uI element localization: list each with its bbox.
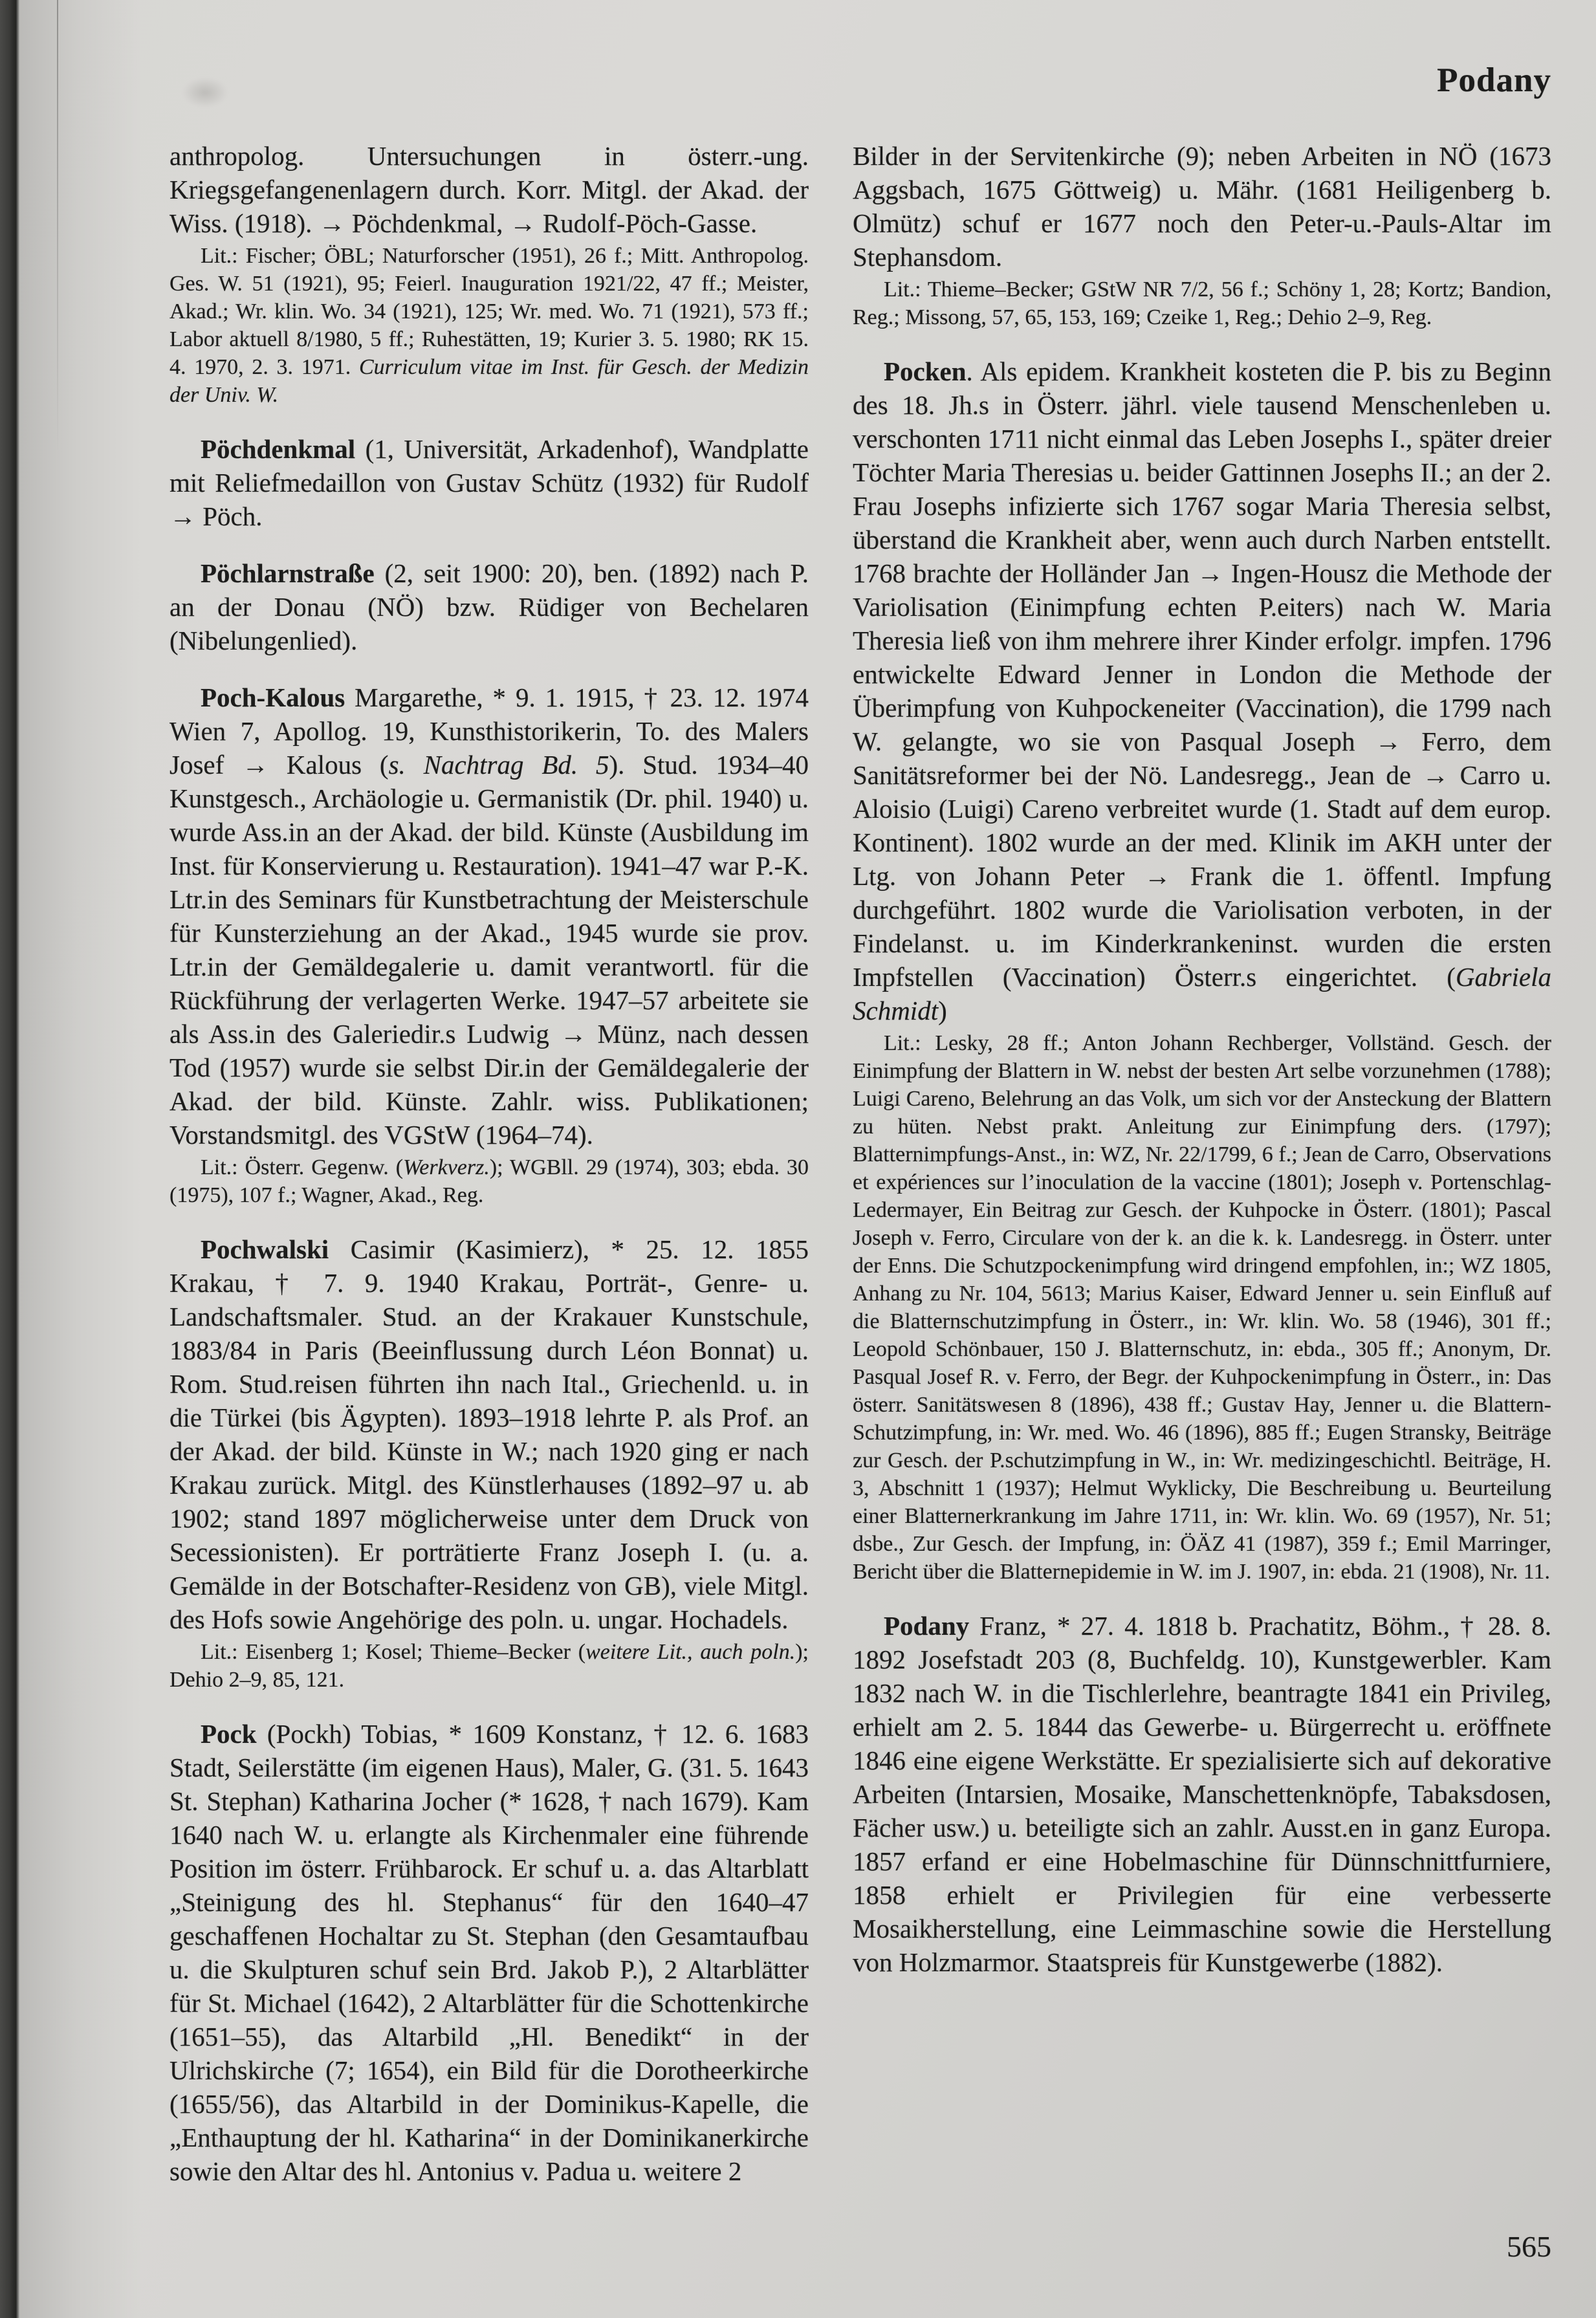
text-run: . Als epidem. Krankheit kosteten die P. bis zu Beginn des 18. Jh.s in Österr. jährl. viele tausend Menschenleben u. verschonten 1711 nicht einmal das Leben Josephs I., später dreier Töchter Maria Theresias u. beider Gattinnen Josephs II.; an der 2. Frau Josephs infizierte sich 1767 sogar Maria Theresia selbst, überstand die Krankheit aber, wenn auch durch Narben entstellt. 1768 brachte der Holländer Jan → Ingen-Housz die Methode der Variolisation (Einimpfung echten P.eiters) nach W. Maria Theresia ließ von ihm mehrere ihrer Kinder erfolgr. impfen. 1796 entwickelte Edward Jenner in London die Methode der Überimpfung von Kuhpockeneiter (Vaccination), die 1799 nach W. gelangte, wo sie von Pasqual Joseph → Ferro, dem Sanitätsreformer bei der Nö. Landesregg., Jean de → Carro u. Aloisio (Luigi) Careno verbreitet wurde (1. Stadt auf dem europ. Kontinent). 1802 wurde an der med. Klinik im AKH unter der Ltg. von Johann Peter → Frank die 1. öffentl. Impfung durchgeführt. 1802 wurde die Variolisation verboten, in der Findelanst. u. im Kinderkrankeninst. wurden die ersten Impfstellen (Vaccination) Österr.s eingerichtet. (	[853, 356, 1551, 992]
text-run: Bilder in der Servitenkirche (9); neben Arbeiten in NÖ (1673 Aggsbach, 1675 Göttweig) u. Mähr. (1681 Heiligenberg b. Olmütz) schuf er 1677 noch den Peter-u.-Pauls-Altar im Stephansdom.	[853, 141, 1551, 272]
italic-text: s. Nachtrag Bd. 5	[388, 750, 609, 780]
literature-paragraph	[169, 1154, 809, 1209]
scan-edge	[0, 0, 19, 2318]
scan-smudge	[182, 78, 228, 107]
scan-artifact-line	[57, 0, 58, 453]
text-run: anthropolog. Untersuchungen in österr.-ung. Kriegsgefangenenlagern durch. Korr. Mitgl. der Akad. der Wiss. (1918). → Pöchdenkmal, → Rudolf-Pöch-Gasse.	[169, 141, 809, 238]
entry-paragraph	[169, 1232, 809, 1636]
literature-paragraph	[853, 276, 1551, 331]
entry-paragraph	[169, 432, 809, 533]
text-run: Margarethe, * 9. 1. 1915, † 23. 12. 1974 Wien 7, Apollog. 19, Kunsthistorikerin, To. des Malers Josef → Kalous (	[169, 683, 809, 780]
text-run: (2, seit 1900: 20), ben. (1892) nach P. an der Donau (NÖ) bzw. Rüdiger von Bechelaren (Nibelungenlied).	[169, 558, 809, 655]
text-run: )	[938, 996, 947, 1025]
entry-paragraph	[853, 1609, 1551, 1979]
entry-paragraph	[169, 556, 809, 657]
text-run: Lit.: Fischer; ÖBL; Naturforscher (1951), 26 f.; Mitt. Anthropolog. Ges. W. 51 (1921), 95; Feierl. Inauguration 1921/22, 47 ff.; Meister, Akad.; Wr. klin. Wo. 34 (1921), 125; Wr. med. Wo. 71 (1921), 573 ff.; Labor aktuell 8/1980, 5 ff.; Ruhestätten, 19; Kurier 3. 5. 1980; RK 15. 4. 1970, 2. 3. 1971.	[169, 244, 809, 379]
text-run: ); Dehio 2–9, 85, 121.	[169, 1640, 809, 1692]
text-run: Lit.: Eisenberg 1; Kosel; Thieme–Becker (	[201, 1640, 586, 1664]
literature-paragraph	[853, 1029, 1551, 1586]
entry-lemma: Pock	[201, 1719, 257, 1749]
entry-lemma: Podany	[884, 1611, 970, 1641]
entry-lemma: Poch-Kalous	[201, 683, 345, 712]
text-run: (1, Universität, Arkadenhof), Wandplatte mit Reliefmedaillon von Gustav Schütz (1932) für Rudolf → Pöch.	[169, 434, 809, 531]
text-run: ). Stud. 1934–40 Kunstgesch., Archäologie u. Germanistik (Dr. phil. 1940) u. wurde Ass.in an der Akad. der bild. Künste (Ausbildung im Inst. für Konservierung u. Restauration). 1941–47 war P.-K. Ltr.in des Seminars für Kunstbetrachtung der Meisterschule für Kunsterziehung an der Akad., 1945 wurde sie prov. Ltr.in der Gemäldegalerie u. damit verantwortl. für die Rückführung der verlagerten Werke. 1947–57 arbeitete sie als Ass.in des Galeriedir.s Ludwig → Münz, nach dessen Tod (1957) wurde sie selbst Dir.in der Gemäldegalerie der Akad. der bild. Künste. Zahlr. wiss. Publikationen; Vorstandsmitgl. des VGStW (1964–74).	[169, 750, 809, 1150]
entry-paragraph	[169, 1717, 809, 2188]
entry-lemma: Pöchlarnstraße	[201, 558, 375, 588]
italic-text: Gabriela Schmidt	[853, 962, 1551, 1025]
text-run: Lit.: Österr. Gegenw. (	[201, 1155, 404, 1179]
text-run: (Pockh) Tobias, * 1609 Konstanz, † 12. 6. 1683 Stadt, Seilerstätte (im eigenen Haus), Maler, G. (31. 5. 1643 St. Stephan) Katharina Jocher (* 1628, † nach 1679). Kam 1640 nach W. u. erlangte als Kirchenmaler eine führende Position im österr. Frühbarock. Er schuf u. a. das Altarblatt „Steinigung des hl. Stephanus“ für den 1640–47 geschaffenen Hochaltar zu St. Stephan (den Gesamtaufbau u. die Skulpturen schuf sein Brd. Jakob P.), 2 Altarblätter für St. Michael (1642), 2 Altarblätter für die Schottenkirche (1651–55), das Altarbild „Hl. Benedikt“ in der Ulrichskirche (7; 1654), ein Bild für die Dorotheerkirche (1655/56), das Altarbild in der Dominikus-Kapelle, die „Enthauptung der hl. Katharina“ in der Dominikanerkirche sowie den Altar des hl. Antonius v. Padua u. weitere 2	[169, 1719, 809, 2186]
page-number: 565	[1507, 2230, 1551, 2263]
text-run: Casimir (Kasimierz), * 25. 12. 1855 Krakau, † 7. 9. 1940 Krakau, Porträt-, Genre- u. Landschaftsmaler. Stud. an der Krakauer Kunstschule, 1883/84 in Paris (Beeinflussung durch Léon Bonnat) u. Rom. Stud.reisen führten ihn nach Ital., Griechenld. u. in die Türkei (bis Ägypten). 1893–1918 lehrte P. als Prof. an der Akad. der bild. Künste in W.; nach 1920 ging er nach Krakau zurück. Mitgl. des Künstlerhauses (1892–97 u. ab 1902; stand 1897 möglicherweise unter dem Druck von Secessionisten). Er porträtierte Franz Joseph I. (u. a. Gemälde in der Botschafter-Residenz von GB), viele Mitgl. des Hofs sowie Angehörige des poln. u. ungar. Hochadels.	[169, 1234, 809, 1634]
text-run: ); WGBll. 29 (1974), 303; ebda. 30 (1975), 107 f.; Wagner, Akad., Reg.	[169, 1155, 809, 1207]
text-run: Lit.: Thieme–Becker; GStW NR 7/2, 56 f.; Schöny 1, 28; Kortz; Bandion, Reg.; Missong, 57, 65, 153, 169; Czeike 1, Reg.; Dehio 2–9, Reg.	[853, 278, 1551, 329]
right-column	[853, 139, 1551, 2002]
italic-text: weitere Lit., auch poln.	[585, 1640, 796, 1664]
entry-lemma: Pochwalski	[201, 1234, 329, 1264]
text-run: Lit.: Lesky, 28 ff.; Anton Johann Rechberger, Vollständ. Gesch. der Einimpfung der Blattern in W. nebst der besten Art selbe vorzunehmen (1788); Luigi Careno, Belehrung an das Volk, um sich vor der Ansteckung der Blattern zu hüten. Nebst prakt. Anleitung zur Einimpfung ders. (1797); Blatternimpfungs-Anst., in: WZ, Nr. 22/1799, 6 f.; Jean de Carro, Observations et expériences sur l’inoculation de la vaccine (1801); Joseph v. Portenschlag-Ledermayer, Ein Beitrag zur Gesch. der Kuhpocke in Österr. (1801); Pascal Joseph v. Ferro, Circulare von der k. an die k. k. Landesregg. in Österr. unter der Enns. Die Schutzpockenimpfung wird dringend empfohlen, in:; WZ 1805, Anhang zu Nr. 104, 5613; Marius Kaiser, Edward Jenner u. sein Einfluß auf die Blatternschutzimpfung in Österr., in: Wr. klin. Wo. 58 (1946), 301 ff.; Leopold Schönbauer, 150 J. Blatternschutz, in: ebda., 305 ff.; Anonym, Dr. Pasqual Josef R. v. Ferro, der Begr. der Kuhpockenimpfung in Österr., in: Das österr. Sanitätswesen 8 (1896), 438 ff.; Gustav Hay, Jenner u. die Blattern-Schutzimpfung, in: Wr. med. Wo. 46 (1896), 885 ff.; Eugen Stransky, Beiträge zur Gesch. der P.schutzimpfung in W., in: Wr. medizingeschichtl. Beiträge, H. 3, Abschnitt 1 (1937); Helmut Wyklicky, Die Beschreibung u. Beurteilung einer Blatternerkrankung im Jahre 1711, in: Wr. klin. Wo. 69 (1957), Nr. 51; dsbe., Zur Gesch. der Impfung, in: ÖÄZ 41 (1987), 359 f.; Emil Marringer, Bericht über die Blatternepidemie in W. im J. 1907, in: ebda. 21 (1908), Nr. 11.	[853, 1031, 1551, 1584]
italic-text: Werkverz.	[403, 1155, 490, 1179]
text-run: Franz, * 27. 4. 1818 b. Prachatitz, Böhm., † 28. 8. 1892 Josefstadt 203 (8, Buchfeldg. 10), Kunstgewerbler. Kam 1832 nach W. in die Tischlerlehre, beantragte 1841 ein Privileg, erhielt am 2. 5. 1844 das Gewerbe- u. Bürgerrecht u. eröffnete 1846 eine eigene Werkstätte. Er spezialisierte sich auf dekorative Arbeiten (Intarsien, Mosaike, Manschettenknöpfe, Tabaksdosen, Fächer usw.) u. beteiligte sich an zahlr. Ausst.en in ganz Europa. 1857 erfand er eine Hobelmaschine für Dünnschnittfurniere, 1858 erhielt er Privilegien für eine verbesserte Mosaikherstellung, eine Leimmaschine sowie die Herstellung von Holzmarmor. Staatspreis für Kunstgewerbe (1882).	[853, 1611, 1551, 1977]
literature-paragraph	[169, 1638, 809, 1694]
entry-lemma: Pöchdenkmal	[201, 434, 356, 464]
entry-paragraph	[853, 355, 1551, 1027]
running-header: Podany	[1437, 61, 1551, 99]
entry-lemma: Pocken	[884, 356, 967, 386]
italic-text: Curriculum vitae im Inst. für Gesch. der Medizin der Univ. W.	[169, 355, 809, 407]
continuation-paragraph	[169, 139, 809, 240]
literature-paragraph	[169, 242, 809, 409]
continuation-paragraph	[853, 139, 1551, 274]
left-column	[169, 139, 809, 2211]
entry-paragraph	[169, 681, 809, 1152]
